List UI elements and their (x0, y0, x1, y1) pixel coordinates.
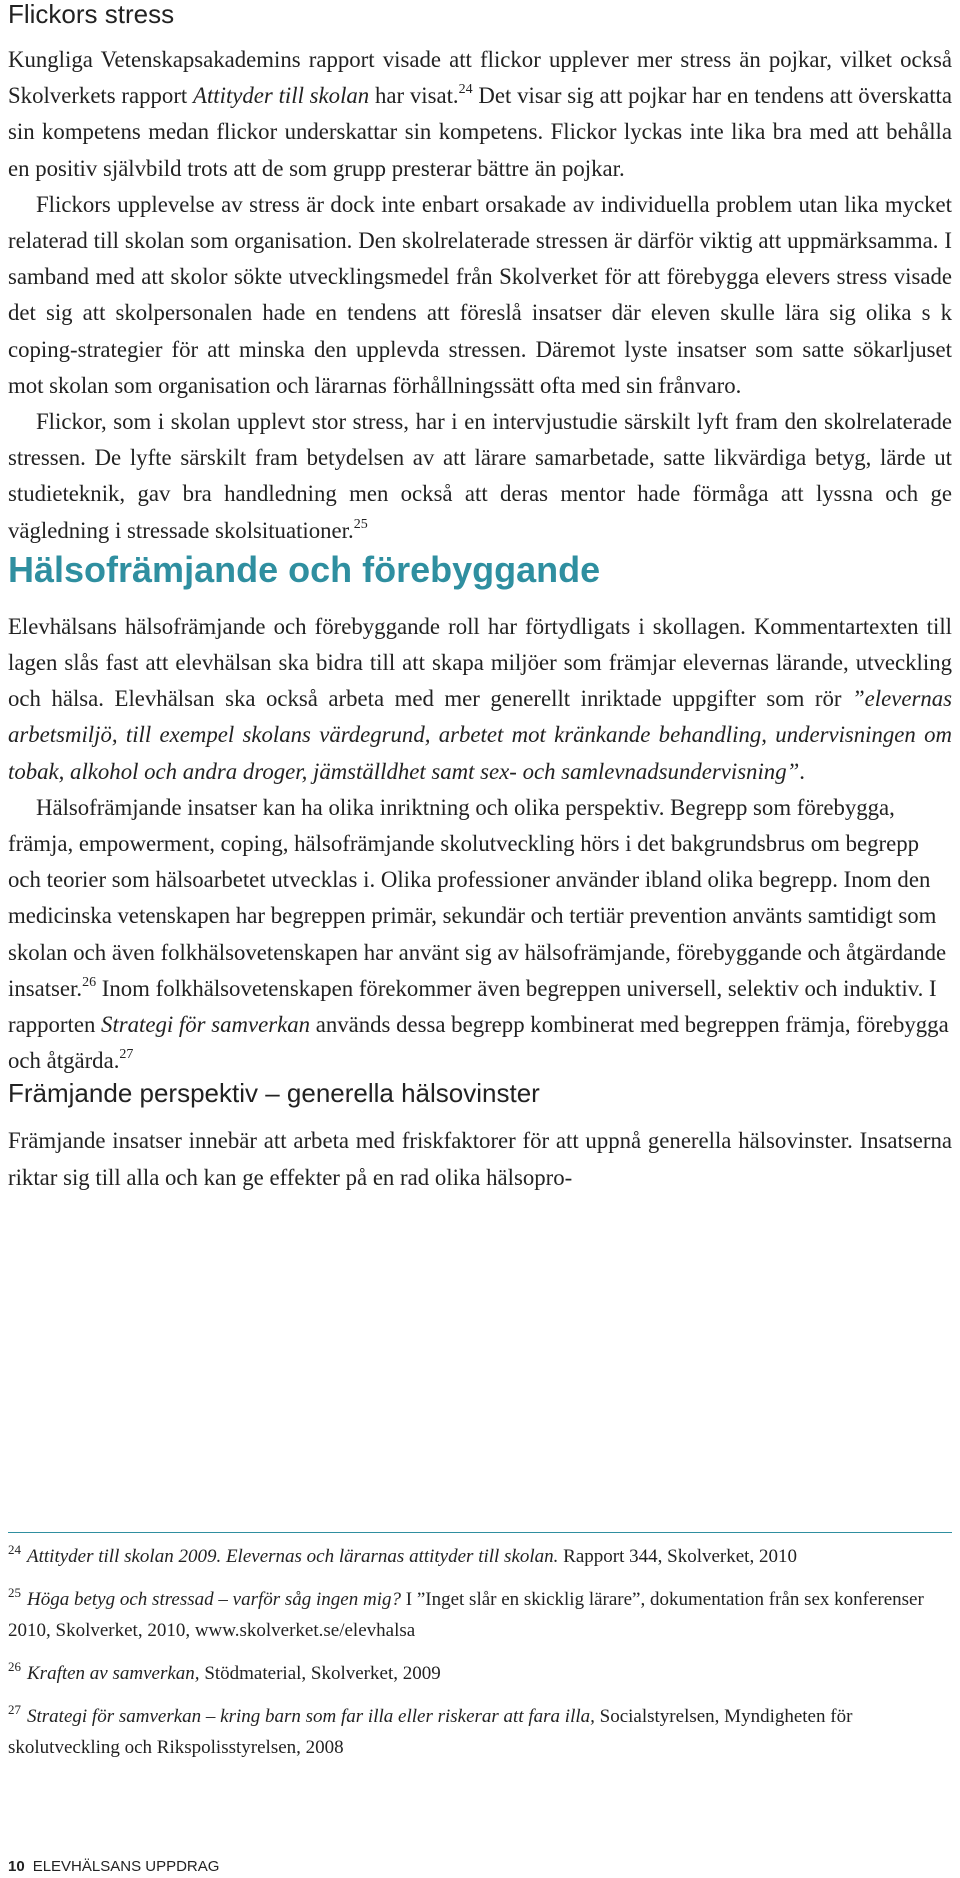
footnote-divider (8, 1532, 952, 1533)
report-title: Attityder till skolan (193, 83, 370, 109)
footnote-title: Strategi för samverkan – kring barn som far illa eller riskerar att fara illa, (27, 1706, 595, 1727)
footnote-title: Kraften av samverkan, (27, 1663, 200, 1684)
section-heading-flickors-stress: Flickors stress (8, 0, 175, 29)
report-title: Strategi för samverkan (101, 1012, 310, 1038)
paragraph (8, 609, 952, 790)
paragraph-text: Flickor, som i skolan upplevt stor stress, har i en intervjustudie särskilt lyft fram den skolrelaterade stressen. De lyfte särskilt fram betydelsen av att lärare samarbetade, satte likvärdiga betyg, lärde ut studieteknik, gav bra handledning men också att deras mentor hade förmåga att lyssna och ge vägledning i stressade skolsituationer. (8, 409, 952, 543)
paragraph-text: Det visar sig att pojkar har en tendens att överskatta sin kompetens medan flickor underskattar sin kompetens. Flickor lyckas inte lika bra med att behålla en positiv självbild trots att de som grupp presterar bättre än pojkar. (8, 83, 952, 181)
page-number: 10 (8, 1858, 25, 1875)
page-body (8, 0, 952, 1196)
footnotes (8, 1541, 952, 1775)
footnote-text: Rapport 344, Skolverket, 2010 (558, 1546, 797, 1567)
footnote-text: Socialstyrelsen, Myndigheten för skolutveckling och Rikspolisstyrelsen, 2008 (8, 1706, 853, 1758)
footnote-number: 27 (8, 1702, 21, 1717)
footnote-number: 24 (8, 1542, 21, 1557)
paragraph (8, 404, 952, 549)
paragraph-text: har visat. (369, 83, 459, 109)
paragraph: Främjande insatser innebär att arbeta med friskfaktorer för att uppnå generella hälsovinster. Insatserna riktar sig till alla och kan ge effekter på en rad olika hälsopro- (8, 1128, 952, 1190)
footnote-item (8, 1541, 952, 1572)
footnote-reference: 26 (82, 974, 97, 990)
paragraph-text: Kungliga Vetenskapsakademins rapport visade att flickor upplever mer stress än pojkar, vilket också Skolverkets rapport (8, 47, 952, 109)
footnote-number: 25 (8, 1585, 21, 1600)
paragraph-text: används dessa begrepp kombinerat med begreppen främja, förebygga och åtgärda. (8, 1012, 949, 1074)
footnote-reference: 25 (353, 516, 368, 532)
paragraph-text: . (799, 758, 805, 784)
footnote-text: I ”Inget slår en skicklig lärare”, dokumentation från sex konferenser 2010, Skolverket, 2010, www.skolverket.se/elevhalsa (8, 1589, 924, 1641)
footnote-item (8, 1701, 952, 1763)
section-heading-framjande-perspektiv: Främjande perspektiv – generella hälsovinster (8, 1078, 540, 1109)
footnote-number: 26 (8, 1659, 21, 1674)
section-body-flickors-stress (8, 42, 952, 549)
footnote-item (8, 1658, 952, 1689)
footnote-reference: 24 (458, 82, 473, 98)
paragraph: Flickors upplevelse av stress är dock inte enbart orsakade av individuella problem utan lika mycket relaterad till skolan som organisation. Den skolrelaterade stressen är därför viktig att uppmärksamma. I samband med att skolor sökte utvecklingsmedel från Skolverket för att förebygga elevers stress visade det sig att skolpersonalen hade en tendens att föreslå insatser där eleven skulle lära sig olika s k coping-strategier för att minska den upplevda stressen. Däremot lyste insatser som satte sökarljuset mot skolan som organisation och lärarnas förhållningssätt ofta med sin frånvaro. (8, 191, 952, 398)
section-body-halsoframjande (8, 609, 952, 1080)
section-heading-halsoframjande: Hälsofrämjande och förebyggande (8, 548, 601, 590)
footnote-title: Höga betyg och stressad – varför såg ingen mig? (27, 1589, 401, 1610)
footnote-item (8, 1584, 952, 1646)
paragraph-text: Inom folkhälsovetenskapen förekommer även begreppen universell, selektiv och induktiv. I rapporten (8, 975, 937, 1038)
footnote-text: Stödmaterial, Skolverket, 2009 (199, 1663, 441, 1684)
footnote-reference: 27 (119, 1047, 134, 1063)
footnote-title: Attityder till skolan 2009. Elevernas och lärarnas attityder till skolan. (27, 1546, 559, 1567)
paragraph (8, 790, 952, 1080)
paragraph-text: Hälsofrämjande insatser kan ha olika inriktning och olika perspektiv. Begrepp som förebygga, främja, empowerment, coping, hälsofrämjande skolutveckling hörs i det bakgrundsbrus om begrepp och teorier som hälsoarbetet utvecklas i. Olika professioner använder ibland olika begrepp. Inom den medicinska vetenskapen har begreppen primär, sekundär och tertiär prevention använts samtidigt som skolan och även folkhälsovetenskapen har använt sig av hälsofrämjande, förebyggande och åtgärdande insatser. (8, 794, 947, 1001)
section-body-framjande-perspektiv (8, 1123, 952, 1195)
paragraph-text: Elevhälsans hälsofrämjande och förebyggande roll har förtydligats i skollagen. Kommentartexten till lagen slås fast att elevhälsan ska bidra till att skapa miljöer som främjar elevernas lärande, utveckling och hälsa. Elevhälsan ska också arbeta med mer generellt inriktade uppgifter som rör (8, 613, 952, 712)
running-title: ELEVHÄLSANS UPPDRAG (32, 1858, 220, 1875)
page-footer (8, 1858, 219, 1876)
paragraph (8, 42, 952, 187)
quoted-text: ”elevernas arbetsmiljö, till exempel skolans värdegrund, arbetet mot kränkande behandling, undervisningen om tobak, alkohol och andra droger, jämställdhet samt sex- och samlevnadsundervisning” (8, 686, 952, 784)
